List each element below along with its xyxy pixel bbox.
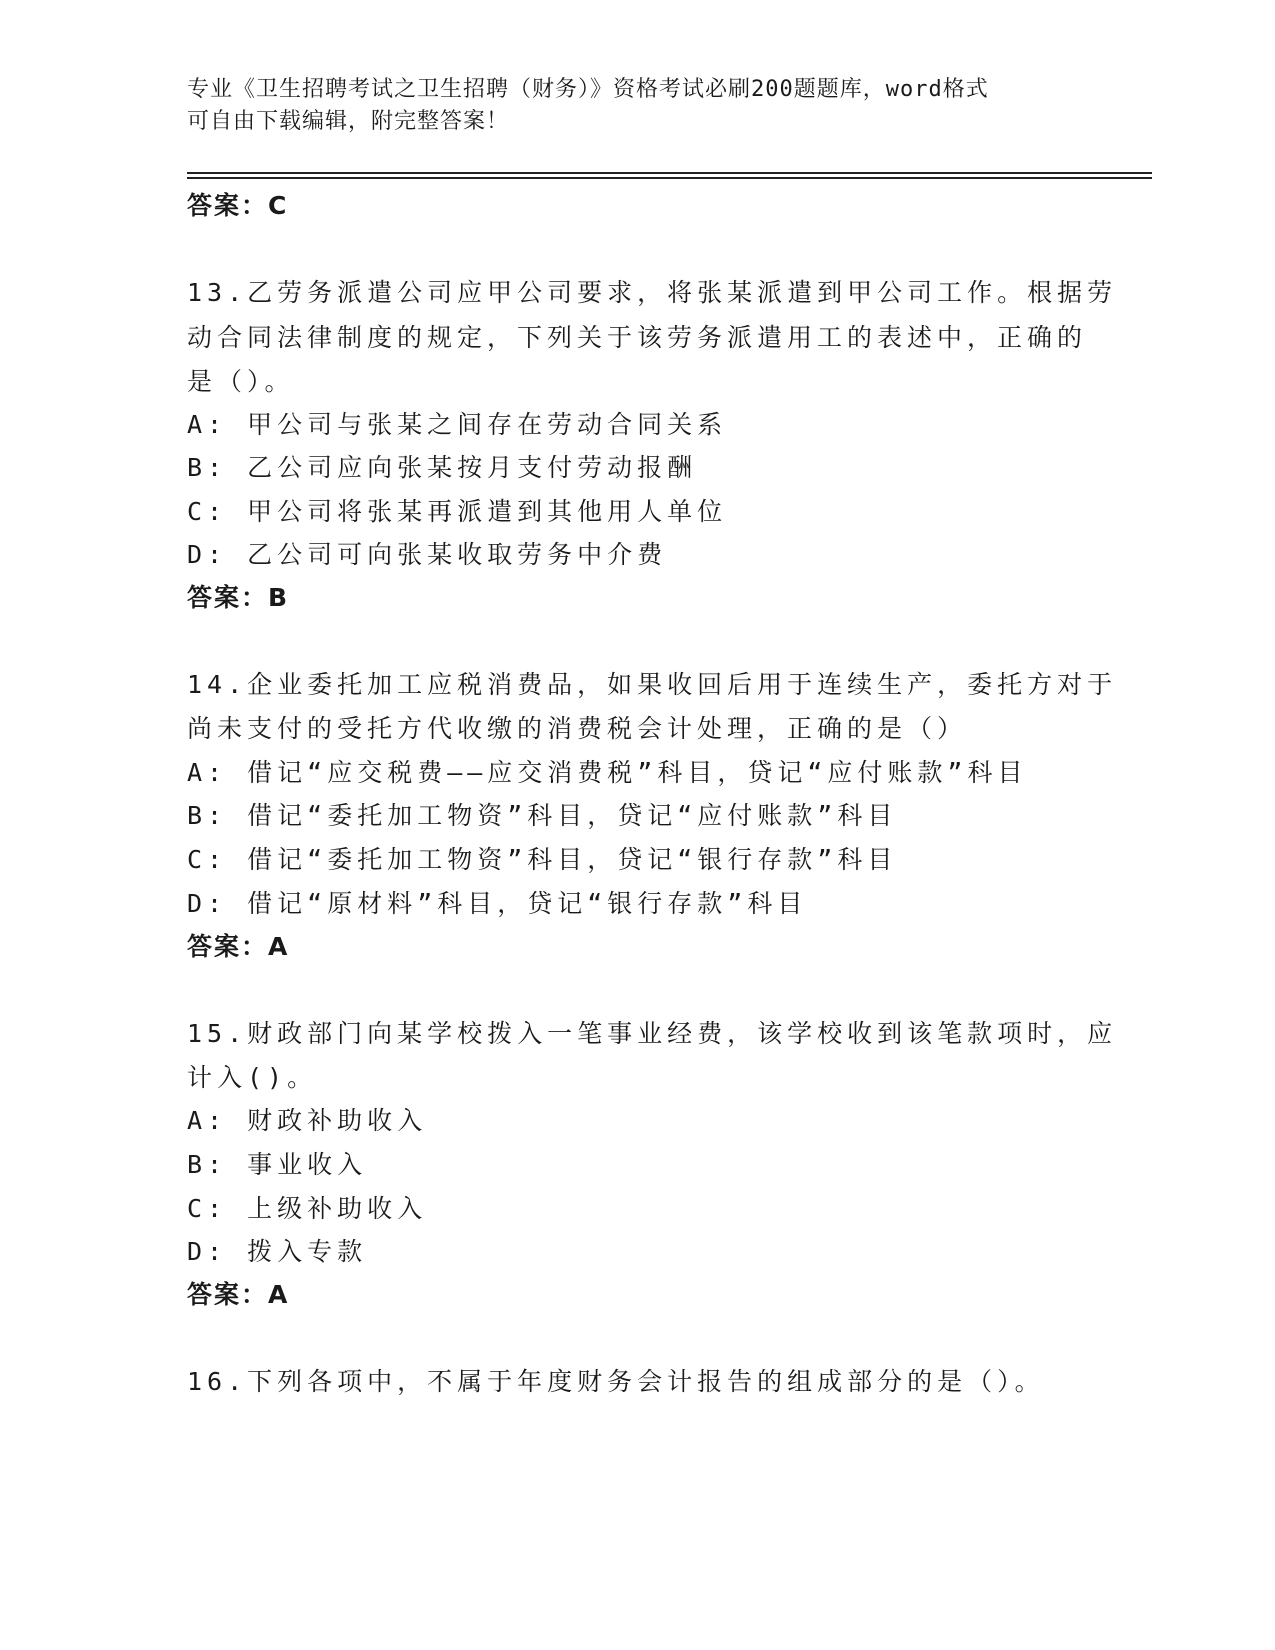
question-14-stem-line-2: 尚未支付的受托方代收缴的消费税会计处理，正确的是（） xyxy=(187,714,968,743)
header-line-2: 可自由下载编辑，附完整答案！ xyxy=(187,109,510,134)
question-14-option-c: C: 借记“委托加工物资”科目，贷记“银行存款”科目 xyxy=(187,845,898,874)
answer-prev: 答案：C xyxy=(187,191,289,220)
question-15-option-a: A: 财政补助收入 xyxy=(187,1106,428,1135)
question-15-stem-line-2: 计入()。 xyxy=(187,1063,318,1092)
question-14-option-a: A: 借记“应交税费——应交消费税”科目，贷记“应付账款”科目 xyxy=(187,758,1028,787)
header-rule-top xyxy=(187,172,1152,174)
question-13-option-d: D: 乙公司可向张某收取劳务中介费 xyxy=(187,540,668,569)
question-14-option-b: B: 借记“委托加工物资”科目，贷记“应付账款”科目 xyxy=(187,801,898,830)
question-15-stem-line-1: 15.财政部门向某学校拨入一笔事业经费，该学校收到该笔款项时，应 xyxy=(187,1019,1118,1048)
question-14-stem-line-1: 14.企业委托加工应税消费品，如果收回后用于连续生产，委托方对于 xyxy=(187,670,1118,699)
document-header xyxy=(187,74,1087,138)
header-rule-bottom xyxy=(187,177,1152,179)
question-15-option-d: D: 拨入专款 xyxy=(187,1237,368,1266)
question-13-stem-line-2: 动合同法律制度的规定，下列关于该劳务派遣用工的表述中，正确的 xyxy=(187,323,1088,352)
question-13-option-c: C: 甲公司将张某再派遣到其他用人单位 xyxy=(187,497,728,526)
question-16-stem-line-1: 16.下列各项中，不属于年度财务会计报告的组成部分的是（）。 xyxy=(187,1367,1045,1396)
header-line-1: 专业《卫生招聘考试之卫生招聘（财务）》资格考试必刷200题题库，word格式 xyxy=(187,77,989,102)
question-13-option-a: A: 甲公司与张某之间存在劳动合同关系 xyxy=(187,410,728,439)
question-15-answer: 答案：A xyxy=(187,1280,290,1309)
question-14-option-d: D: 借记“原材料”科目，贷记“银行存款”科目 xyxy=(187,889,808,918)
question-13-answer: 答案：B xyxy=(187,583,290,612)
question-13-stem-line-1: 13.乙劳务派遣公司应甲公司要求，将张某派遣到甲公司工作。根据劳 xyxy=(187,278,1118,307)
question-13-stem-line-3: 是（）。 xyxy=(187,367,295,396)
question-13-option-b: B: 乙公司应向张某按月支付劳动报酬 xyxy=(187,453,698,482)
question-14-answer: 答案：A xyxy=(187,932,290,961)
question-15-option-c: C: 上级补助收入 xyxy=(187,1194,428,1223)
question-15-option-b: B: 事业收入 xyxy=(187,1150,368,1179)
